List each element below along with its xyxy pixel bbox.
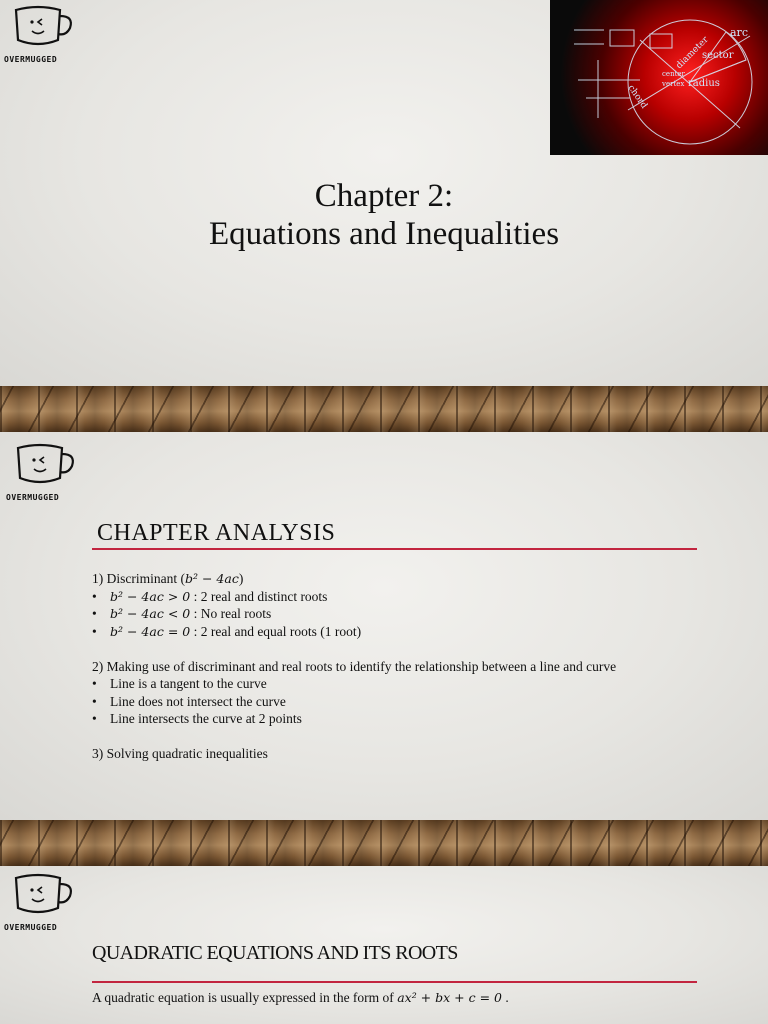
chapter-title-line2: Equations and Inequalities bbox=[208, 216, 560, 252]
no-intersect-bullet: • Line does not intersect the curve bbox=[92, 693, 286, 709]
center-label: center bbox=[662, 70, 685, 78]
radius-label: radius bbox=[688, 78, 720, 89]
item-2: 2) Making use of discriminant and real roots to identify the relationship between a line and curve bbox=[92, 658, 617, 674]
title-slide bbox=[0, 0, 768, 386]
quadratic-body: A quadratic equation is usually expressed in the form of ax² + bx + c = 0 . bbox=[92, 990, 509, 1005]
discriminant-positive-bullet: • b² − 4ac > 0 : 2 real and distinct roots bbox=[92, 588, 328, 604]
heading-underline bbox=[92, 981, 697, 983]
vertex-label: vertex bbox=[662, 80, 685, 88]
logo-text: OVERMUGGED bbox=[6, 493, 60, 502]
mug-icon bbox=[8, 4, 78, 50]
mug-icon bbox=[10, 442, 80, 488]
quadratic-heading: QUADRATIC EQUATIONS AND ITS ROOTS bbox=[92, 942, 458, 964]
discriminant-negative-bullet: • b² − 4ac < 0 : No real roots bbox=[92, 606, 272, 621]
tangent-bullet: • Line is a tangent to the curve bbox=[92, 676, 267, 691]
diameter-label: diameter bbox=[674, 34, 711, 72]
overmugged-logo bbox=[4, 872, 82, 932]
mug-icon bbox=[8, 872, 78, 918]
overmugged-logo bbox=[4, 4, 82, 64]
chapter-analysis-slide bbox=[0, 432, 768, 820]
wood-floor-divider bbox=[0, 386, 768, 432]
chapter-title-line1: Chapter 2: bbox=[314, 178, 454, 214]
logo-text: OVERMUGGED bbox=[4, 55, 58, 64]
two-points-bullet: • Line intersects the curve at 2 points bbox=[92, 711, 302, 726]
circle-diagram-icon bbox=[550, 0, 768, 155]
item-1: 1) Discriminant (b² − 4ac) bbox=[92, 571, 244, 586]
chord-label: chord bbox=[625, 83, 649, 111]
discriminant-zero-bullet: • b² − 4ac = 0 : 2 real and equal roots (1 root) bbox=[92, 623, 362, 639]
item-3: 3) Solving quadratic inequalities bbox=[92, 746, 268, 761]
arc-label: arc bbox=[730, 26, 748, 39]
quadratic-equations-slide bbox=[0, 866, 768, 1024]
chapter-analysis-heading: CHAPTER ANALYSIS bbox=[97, 520, 336, 546]
logo-text: OVERMUGGED bbox=[4, 923, 58, 932]
wood-floor-divider bbox=[0, 820, 768, 866]
sector-label: sector bbox=[702, 50, 734, 61]
analysis-content bbox=[92, 570, 712, 763]
overmugged-logo bbox=[6, 442, 84, 502]
heading-underline bbox=[92, 548, 697, 550]
geometry-math-image bbox=[550, 0, 768, 155]
